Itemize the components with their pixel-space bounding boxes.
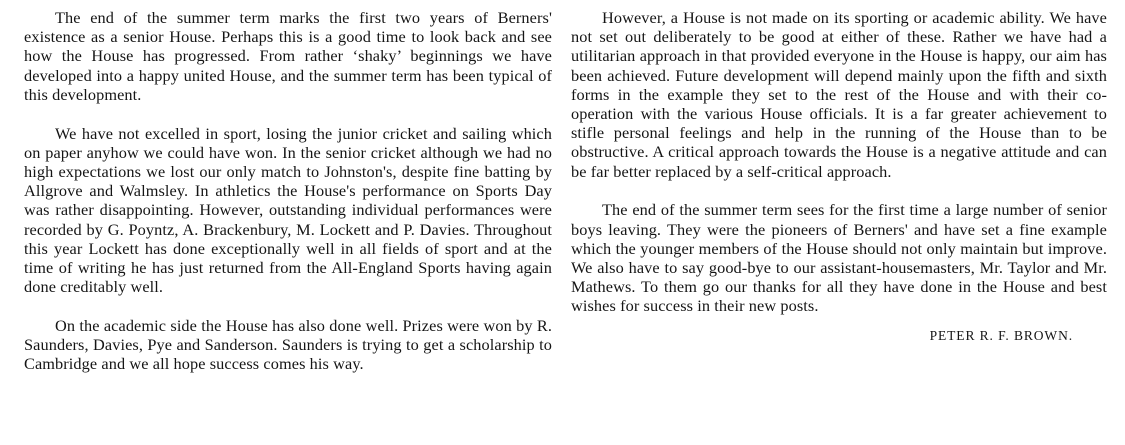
- author-signature: PETER R. F. BROWN.: [929, 327, 1073, 343]
- paragraph-house-anniversary: The end of the summer term marks the first two years of Berners' existence as a senior House. Perhaps this is a good time to look back and see how the House has progressed. From rather ‘shaky’ beginnings we have developed into a happy united House, and the summer term has been typical of this development.: [24, 8, 552, 104]
- paragraph-academic: On the academic side the House has also done well. Prizes were won by R. Saunders, Davies, Pye and Sanderson. Saunders is trying to get a scholarship to Cambridge and we all hope success comes his way.: [24, 315, 552, 374]
- right-column: [571, 8, 1107, 345]
- left-column: [24, 8, 552, 373]
- paragraph-sport: We have not excelled in sport, losing the junior cricket and sailing which on paper anyhow we could have won. In the senior cricket although we had no high expectations we lost our only match to Johnston's, despite fine batting by Allgrove and Walmsley. In athletics the House's performance on Sports Day was rather disappointing. However, outstanding individual performances were recorded by G. Poyntz, A. Brackenbury, M. Lockett and P. Davies. Throughout this year Lockett has done exceptionally well in all fields of sport and at the time of writing he has just returned from the All-England Sports having again done creditably well.: [24, 123, 552, 297]
- paragraph-house-approach: However, a House is not made on its sporting or academic ability. We have not set out deliberately to be good at either of these. Rather we have had a utilitarian approach in that provided everyone in the House is happy, our aim has been achieved. Future development will depend mainly upon the fifth and sixth forms in the example they set to the rest of the House and with their co-operation with the various House officials. It is a far greater achievement to stifle personal feelings and help in the running of the House than to be obstructive. A critical approach towards the House is a negative attitude and can be far better replaced by a self-critical approach.: [571, 8, 1107, 181]
- paragraph-farewell: The end of the summer term sees for the first time a large number of senior boys leaving. They were the pioneers of Berners' and have set a fine example which the younger members of the House should not only maintain but improve. We also have to say good-bye to our assistant-housemasters, Mr. Taylor and Mr. Mathews. To them go our thanks for all they have done in the House and best wishes for success in their new posts.: [571, 200, 1107, 316]
